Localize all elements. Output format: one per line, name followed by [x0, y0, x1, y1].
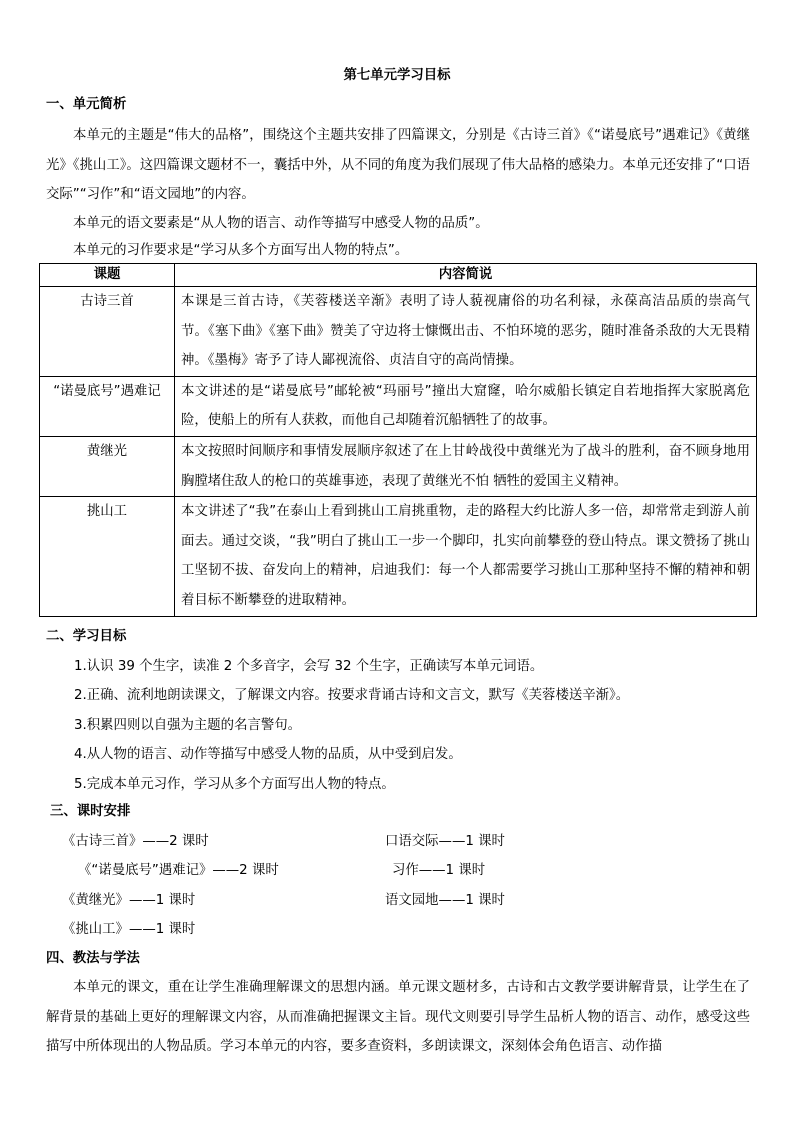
section-heading-methods: 四、教法与学法: [46, 951, 140, 966]
page-title: 第七单元学习目标: [343, 68, 451, 83]
learning-goal-item: 1.认识 39 个生字，读准 2 个多音字，会写 32 个生字，正确读写本单元词语。: [74, 659, 544, 674]
learning-goal-item: 2.正确、流利地朗读课文，了解课文内容。按要求背诵古诗和文言文，默写《芙蓉楼送辛渐》。: [74, 688, 630, 703]
table-row: [40, 497, 757, 616]
methods-paragraph: 本单元的课文，重在让学生准确理解课文的思想内涵。单元课文题材多，古诗和古文教学要讲解背景，让学生在了解背景的基础上更好的理解课文内容，从而准确把握课文主旨。现代文则要引导学生品析人物的语言、动作，感受这些描写中所体现出的人物品质。学习本单元的内容，要多查资料，多朗读课文，深刻体会角色语言、动作描: [46, 980, 750, 1054]
table-row: [40, 287, 757, 377]
lesson-summary-cell: 本文讲述了“我”在泰山上看到挑山工肩挑重物，走的路程大约比游人多一倍，却常常走到游人前面去。通过交谈，“我”明白了挑山工一步一个脚印，扎实向前攀登的登山特点。课文赞扬了挑山工坚韧不拔、奋发向上的精神，启迪我们：每一个人都需要学习挑山工那种坚持不懈的精神和朝着目标不断攀登的进取精神。: [175, 497, 757, 616]
schedule-item: 口语交际——1 课时: [385, 834, 505, 849]
writing-requirement-paragraph: 本单元的习作要求是“学习从多个方面写出人物的特点”。: [73, 243, 409, 258]
lesson-title-cell: 黄继光: [40, 436, 175, 496]
language-element-paragraph: 本单元的语文要素是“从人物的语言、动作等描写中感受人物的品质”。: [73, 216, 489, 231]
schedule-item: 《“诺曼底号”遇难记》——2 课时: [78, 863, 279, 878]
learning-goal-item: 5.完成本单元习作，学习从多个方面写出人物的特点。: [74, 777, 395, 792]
section-heading-schedule: 三、课时安排: [50, 804, 131, 819]
lesson-title-cell: 古诗三首: [40, 287, 175, 377]
schedule-item: 《古诗三首》——2 课时: [62, 834, 209, 849]
schedule-item: 习作——1 课时: [392, 863, 486, 878]
schedule-item: 《黄继光》——1 课时: [62, 893, 196, 908]
lesson-summary-cell: 本课是三首古诗，《芙蓉楼送辛渐》表明了诗人藐视庸俗的功名利禄，永葆高洁品质的崇高气节。《塞下曲》《塞下曲》赞美了守边将士慷慨出击、不怕环境的恶劣，随时准备杀敌的大无畏精神。《墨梅》寄予了诗人鄙视流俗、贞洁自守的高尚情操。: [175, 287, 757, 377]
table-header-summary: 内容简说: [175, 264, 757, 287]
learning-goal-item: 4.从人物的语言、动作等描写中感受人物的品质，从中受到启发。: [74, 747, 462, 762]
table-row: [40, 436, 757, 496]
table-header-lesson: 课题: [40, 264, 175, 287]
lesson-summary-cell: 本文按照时间顺序和事情发展顺序叙述了在上甘岭战役中黄继光为了战斗的胜利，奋不顾身地用胸膛堵住敌人的枪口的英雄事迹，表现了黄继光不怕 牺牲的爱国主义精神。: [175, 436, 757, 496]
learning-goal-item: 3.积累四则以自强为主题的名言警句。: [74, 718, 302, 733]
lesson-summary-table: [39, 263, 757, 617]
schedule-item: 语文园地——1 课时: [385, 893, 505, 908]
lesson-title-cell: 挑山工: [40, 497, 175, 616]
table-row: [40, 376, 757, 436]
lesson-title-cell: “诺曼底号”遇难记: [40, 376, 175, 436]
table-header-row: [40, 264, 757, 287]
lesson-summary-cell: 本文讲述的是“诺曼底号”邮轮被“玛丽号”撞出大窟窿，哈尔威船长镇定自若地指挥大家脱离危险，使船上的所有人获救，而他自己却随着沉船牺牲了的故事。: [175, 376, 757, 436]
section-heading-learning-goals: 二、学习目标: [46, 629, 127, 644]
unit-analysis-paragraph: 本单元的主题是“伟大的品格”，围绕这个主题共安排了四篇课文，分别是《古诗三首》《“诺曼底号”遇难记》《黄继光》《挑山工》。这四篇课文题材不一，囊括中外，从不同的角度为我们展现了伟大品格的感染力。本单元还安排了“口语交际”“习作”和“语文园地”的内容。: [46, 128, 750, 202]
schedule-item: 《挑山工》——1 课时: [62, 922, 196, 937]
section-heading-unit-analysis: 一、单元简析: [46, 97, 127, 112]
